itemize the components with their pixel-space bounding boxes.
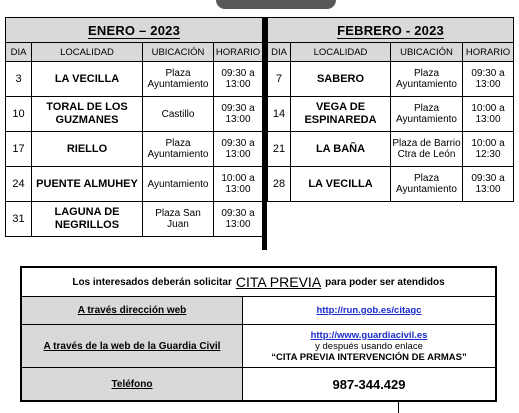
locality-cell: LAGUNA DE NEGRILLOS (32, 202, 143, 237)
january-title: ENERO – 2023 (6, 18, 263, 43)
locality-cell: TORAL DE LOS GUZMANES (32, 97, 143, 132)
location-cell: Plaza Ayuntamiento (143, 62, 214, 97)
guardia-civil-label: A través de la web de la Guardia Civil (22, 325, 243, 367)
locality-cell: LA VECILLA (291, 167, 391, 202)
col-header-day: DIA (268, 43, 291, 62)
location-cell: Castillo (143, 97, 214, 132)
appointment-info-title (22, 268, 495, 297)
location-cell: Plaza Ayuntamiento (391, 97, 463, 132)
time-cell: 10:00 a 13:00 (214, 167, 263, 202)
locality-cell: RIELLO (32, 132, 143, 167)
location-cell: Plaza Ayuntamiento (391, 62, 463, 97)
day-cell: 28 (268, 167, 291, 202)
col-header-location: UBICACIÓN (391, 43, 463, 62)
col-header-time: HORARIO (214, 43, 263, 62)
locality-cell: LA VECILLA (32, 62, 143, 97)
locality-cell: PUENTE ALMUHEY (32, 167, 143, 202)
table-row (6, 97, 263, 132)
table-row (6, 202, 263, 237)
time-cell: 09:30 a 13:00 (463, 167, 514, 202)
appointment-info-box (20, 266, 497, 402)
table-row (268, 167, 514, 202)
top-decoration (216, 0, 336, 9)
location-cell: Plaza de Barrio Ctra de León (391, 132, 463, 167)
day-cell: 31 (6, 202, 32, 237)
table-row (6, 62, 263, 97)
guardia-civil-link-name: “CITA PREVIA INTERVENCIÓN DE ARMAS” (271, 351, 467, 363)
col-header-locality: LOCALIDAD (32, 43, 143, 62)
day-cell: 10 (6, 97, 32, 132)
time-cell: 09:30 a 13:00 (214, 62, 263, 97)
january-schedule-table (5, 17, 263, 237)
day-cell: 14 (268, 97, 291, 132)
col-header-day: DIA (6, 43, 32, 62)
phone-label: Teléfono (22, 368, 243, 400)
col-header-locality: LOCALIDAD (291, 43, 391, 62)
location-cell: Plaza Ayuntamiento (391, 167, 463, 202)
day-cell: 24 (6, 167, 32, 202)
guardia-civil-link[interactable]: http://www.guardiacivil.es (310, 329, 428, 341)
col-header-location: UBICACIÓN (143, 43, 214, 62)
locality-cell: LA BAÑA (291, 132, 391, 167)
location-cell: Ayuntamiento (143, 167, 214, 202)
web-link[interactable]: http://run.gob.es/citagc (316, 305, 422, 316)
february-title: FEBRERO - 2023 (268, 18, 514, 43)
title-text-post: para poder ser atendidos (325, 276, 445, 288)
guardia-civil-instruction: y después usando enlace (315, 340, 423, 352)
web-label: A través dirección web (22, 297, 243, 324)
table-row (6, 132, 263, 167)
day-cell: 21 (268, 132, 291, 167)
table-row (268, 62, 514, 97)
col-header-time: HORARIO (463, 43, 514, 62)
table-row (268, 132, 514, 167)
time-cell: 09:30 a 13:00 (214, 202, 263, 237)
guardia-civil-row (22, 325, 495, 368)
table-row (6, 167, 263, 202)
cita-previa-highlight: CITA PREVIA (235, 274, 322, 290)
time-cell: 09:30 a 13:00 (463, 62, 514, 97)
day-cell: 7 (268, 62, 291, 97)
time-cell: 09:30 a 13:00 (214, 97, 263, 132)
day-cell: 17 (6, 132, 32, 167)
time-cell: 10:00 a 13:00 (463, 97, 514, 132)
web-row (22, 297, 495, 325)
february-schedule-table (267, 17, 514, 202)
locality-cell: VEGA DE ESPINAREDA (291, 97, 391, 132)
phone-number: 987-344.429 (332, 376, 406, 392)
time-cell: 09:30 a 13:00 (214, 132, 263, 167)
location-cell: Plaza Ayuntamiento (143, 132, 214, 167)
location-cell: Plaza San Juan (143, 202, 214, 237)
table-row (268, 97, 514, 132)
locality-cell: SABERO (291, 62, 391, 97)
title-text-pre: Los interesados deberán solicitar (72, 276, 232, 288)
day-cell: 3 (6, 62, 32, 97)
page-edge-mark (398, 402, 399, 413)
time-cell: 10:00 a 12:30 (463, 132, 514, 167)
phone-row (22, 368, 495, 400)
